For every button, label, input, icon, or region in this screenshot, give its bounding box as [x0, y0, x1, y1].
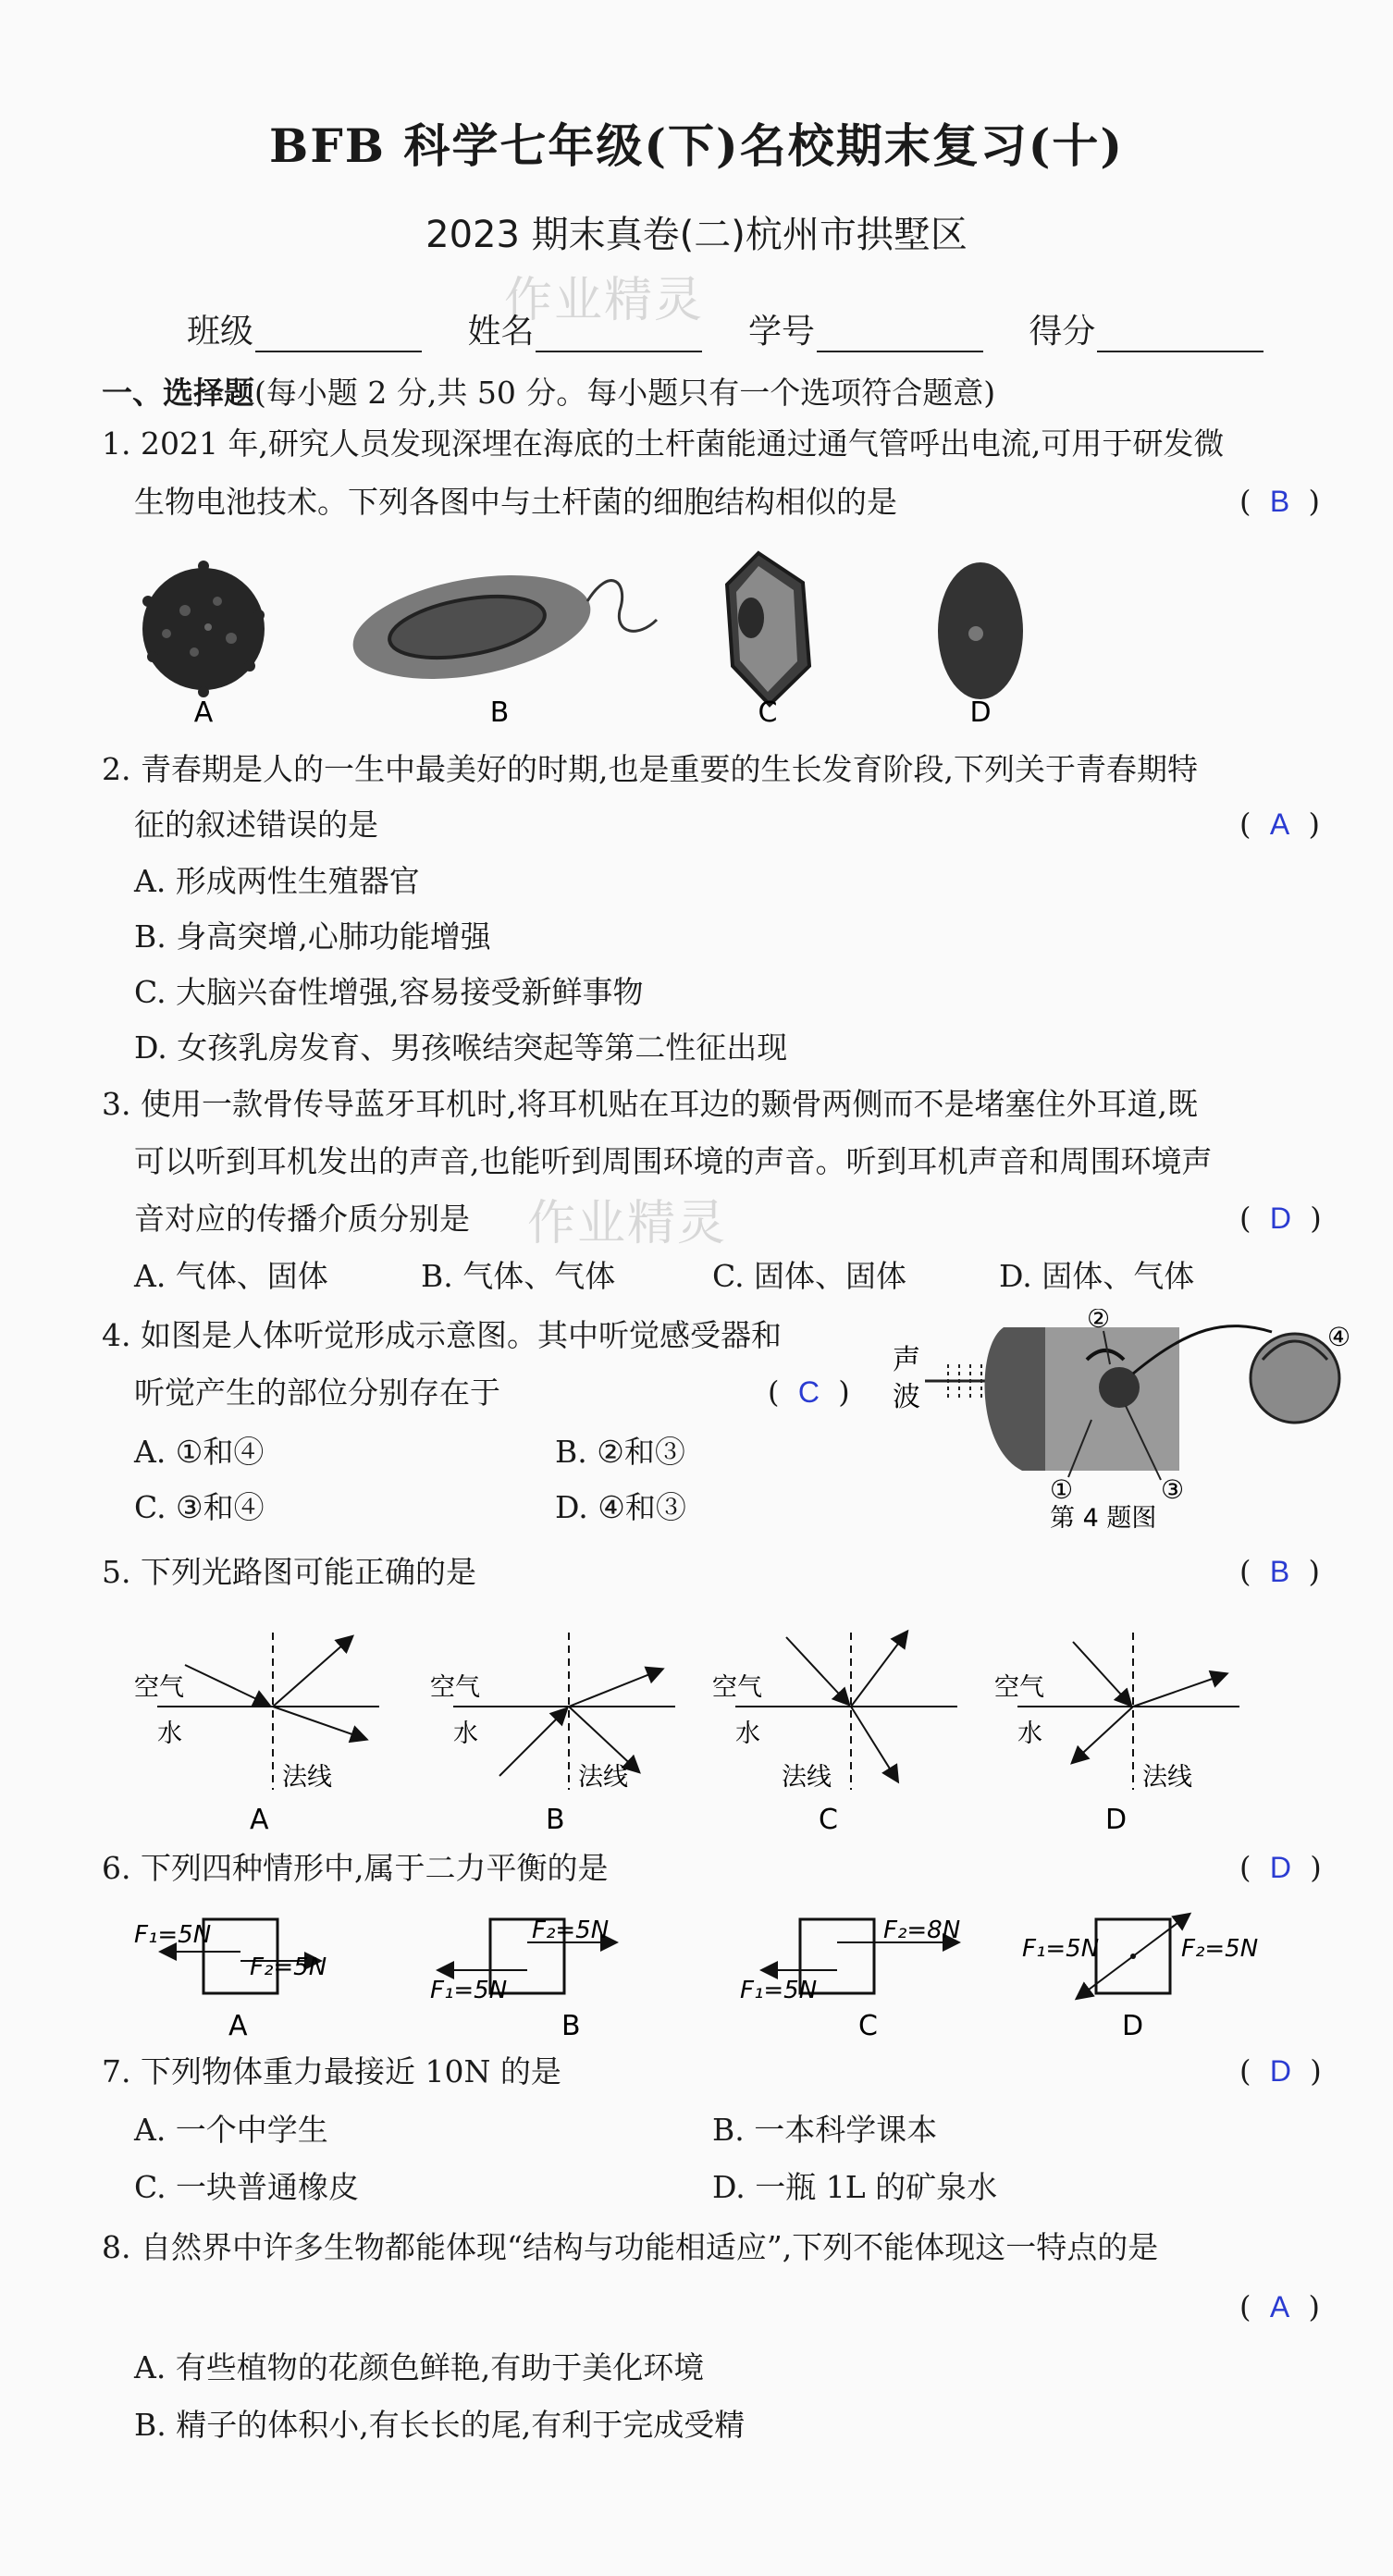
score-label: 得分	[1029, 313, 1096, 351]
q7-option-a: A. 一个中学生	[134, 2112, 328, 2148]
normal-label-c: 法线	[782, 1763, 832, 1792]
force-a-f1: F₁=5N	[134, 1921, 212, 1949]
normal-label-d: 法线	[1142, 1763, 1192, 1792]
plant-cell-image	[727, 553, 809, 705]
q4-option-b: B. ②和③	[555, 1434, 685, 1470]
q2-line2: 征的叙述错误的是	[134, 807, 378, 843]
air-label-c: 空气	[712, 1673, 762, 1702]
q6-answer: ( D )	[1239, 1850, 1322, 1885]
q5-label-b: B	[546, 1804, 565, 1836]
force-c-f2: F₂=8N	[883, 1917, 961, 1944]
q2-line1: 2. 青春期是人的一生中最美好的时期,也是重要的生长发育阶段,下列关于青春期特	[102, 751, 1198, 787]
q3-answer: ( D )	[1239, 1201, 1322, 1236]
water-label-b: 水	[453, 1719, 478, 1748]
air-label-b: 空气	[430, 1673, 480, 1702]
air-label-d: 空气	[994, 1673, 1044, 1702]
q3-option-b: B. 气体、气体	[421, 1258, 616, 1294]
score-field[interactable]	[1097, 319, 1264, 352]
q5-label-c: C	[819, 1804, 838, 1836]
section-note: (每小题 2 分,共 50 分。每小题只有一个选项符合题意)	[254, 375, 996, 411]
virus-image	[142, 561, 265, 697]
q4-option-a: A. ①和④	[134, 1434, 265, 1470]
q4-line2: 听觉产生的部位分别存在于	[134, 1374, 500, 1411]
q6-label-a: A	[228, 2010, 248, 2042]
q6-force-diagrams	[125, 1901, 1272, 2077]
q2-option-c: C. 大脑兴奋性增强,容易接受新鲜事物	[134, 974, 644, 1010]
q6-label-b: B	[561, 2010, 581, 2042]
q7-option-c: C. 一块普通橡皮	[134, 2169, 360, 2205]
q7-option-d: D. 一瓶 1L 的矿泉水	[712, 2169, 998, 2205]
q3-option-d: D. 固体、气体	[999, 1258, 1195, 1294]
force-diagram-a	[134, 1919, 327, 2042]
q4-option-d: D. ④和③	[555, 1489, 686, 1525]
q2-option-a: A. 形成两性生殖器官	[134, 863, 420, 899]
q5-line1: 5. 下列光路图可能正确的是	[102, 1554, 476, 1590]
q2-option-d: D. 女孩乳房发育、男孩喉结突起等第二性征出现	[134, 1029, 788, 1066]
outer-ear-shape	[985, 1327, 1045, 1471]
brain-head	[1251, 1334, 1339, 1423]
q7-line1: 7. 下列物体重力最接近 10N 的是	[102, 2053, 561, 2089]
force-a-f2: F₂=5N	[250, 1954, 327, 1981]
q2-option-b: B. 身高突增,心肺功能增强	[134, 918, 491, 955]
q7-option-b: B. 一本科学课本	[712, 2112, 938, 2148]
force-c-f1: F₁=5N	[740, 1977, 818, 2004]
section-name: 一、选择题	[102, 375, 254, 411]
air-label-a: 空气	[134, 1673, 184, 1702]
q4-ear-diagram	[883, 1309, 1364, 1531]
marker-1: ①	[1050, 1474, 1074, 1505]
force-d-f1: F₁=5N	[1022, 1935, 1100, 1963]
force-b-f2: F₂=5N	[532, 1917, 610, 1944]
q2-answer: ( A )	[1239, 807, 1320, 842]
q1-label-b: B	[489, 696, 510, 729]
water-label-d: 水	[1017, 1719, 1042, 1748]
q1-answer: ( B )	[1239, 484, 1320, 519]
q7-answer: ( D )	[1239, 2053, 1322, 2089]
q8-line1: 8. 自然界中许多生物都能体现“结构与功能相适应”,下列不能体现这一特点的是	[102, 2229, 1159, 2265]
q1-line1: 1. 2021 年,研究人员发现深埋在海底的土杆菌能通过通气管呼出电流,可用于研发微	[102, 425, 1225, 462]
force-d-f2: F₂=5N	[1181, 1935, 1259, 1963]
normal-label-a: 法线	[282, 1763, 332, 1792]
marker-4: ④	[1327, 1322, 1351, 1352]
name-label: 姓名	[467, 313, 535, 351]
q8-option-b: B. 精子的体积小,有长长的尾,有利于完成受精	[134, 2407, 746, 2443]
sound-label-2: 波	[893, 1381, 920, 1413]
bacterium-image	[345, 559, 657, 696]
q4-answer: ( C )	[768, 1374, 850, 1410]
class-label: 班级	[187, 313, 254, 351]
q3-line2: 可以听到耳机发出的声音,也能听到周围环境的声音。听到耳机声音和周围环境声	[134, 1143, 1213, 1179]
name-field[interactable]	[536, 319, 702, 352]
q4-line1: 4. 如图是人体听觉形成示意图。其中听觉感受器和	[102, 1317, 782, 1353]
watermark-2: 作业精灵	[527, 1196, 728, 1251]
q3-line1: 3. 使用一款骨传导蓝牙耳机时,将耳机贴在耳边的颞骨两侧而不是堵塞住外耳道,既	[102, 1086, 1198, 1122]
q1-label-c: C	[758, 696, 778, 729]
number-label: 学号	[747, 313, 815, 351]
water-label-c: 水	[735, 1719, 760, 1748]
force-diagram-d	[1022, 1915, 1258, 2042]
marker-3: ③	[1161, 1474, 1185, 1505]
q1-label-d: D	[969, 696, 992, 729]
q8-answer: ( A )	[1239, 2289, 1320, 2324]
q4-option-c: C. ③和④	[134, 1489, 265, 1525]
q3-option-c: C. 固体、固体	[712, 1258, 907, 1294]
class-field[interactable]	[255, 319, 422, 352]
q8-option-a: A. 有些植物的花颜色鲜艳,有助于美化环境	[134, 2349, 705, 2385]
light-diagram-c	[712, 1633, 957, 1836]
q6-label-c: C	[858, 2010, 878, 2042]
q1-cell-figures	[111, 546, 1110, 731]
q1-line2: 生物电池技术。下列各图中与土杆菌的细胞结构相似的是	[134, 484, 897, 520]
marker-2: ②	[1087, 1309, 1111, 1334]
student-info-line	[187, 305, 1299, 352]
q5-answer: ( B )	[1239, 1554, 1320, 1589]
q1-label-a: A	[193, 696, 214, 729]
force-diagram-b	[430, 1917, 615, 2042]
light-diagram-a	[134, 1633, 379, 1836]
q5-label-a: A	[250, 1804, 269, 1836]
force-diagram-c	[740, 1917, 960, 2042]
number-field[interactable]	[817, 319, 983, 352]
q3-line3: 音对应的传播介质分别是	[134, 1201, 470, 1237]
sound-label-1: 声	[893, 1344, 920, 1376]
animal-cell-image	[938, 562, 1023, 699]
page-subtitle: 2023 期末真卷(二)杭州市拱墅区	[425, 214, 968, 256]
q4-figure-caption: 第 4 题图	[1050, 1504, 1157, 1531]
water-label-a: 水	[157, 1719, 182, 1748]
page-title: BFB 科学七年级(下)名校期末复习(十)	[268, 118, 1125, 173]
section-heading	[102, 375, 995, 412]
q3-option-a: A. 气体、固体	[134, 1258, 328, 1294]
watermark: 作业精灵	[504, 273, 705, 328]
q6-line1: 6. 下列四种情形中,属于二力平衡的是	[102, 1850, 609, 1886]
q5-light-diagrams	[120, 1614, 1276, 1836]
light-diagram-d	[994, 1633, 1239, 1836]
light-diagram-b	[430, 1633, 675, 1836]
normal-label-b: 法线	[578, 1763, 628, 1792]
force-b-f1: F₁=5N	[430, 1977, 508, 2004]
q6-label-d: D	[1122, 2010, 1144, 2042]
q5-label-d: D	[1105, 1804, 1128, 1836]
